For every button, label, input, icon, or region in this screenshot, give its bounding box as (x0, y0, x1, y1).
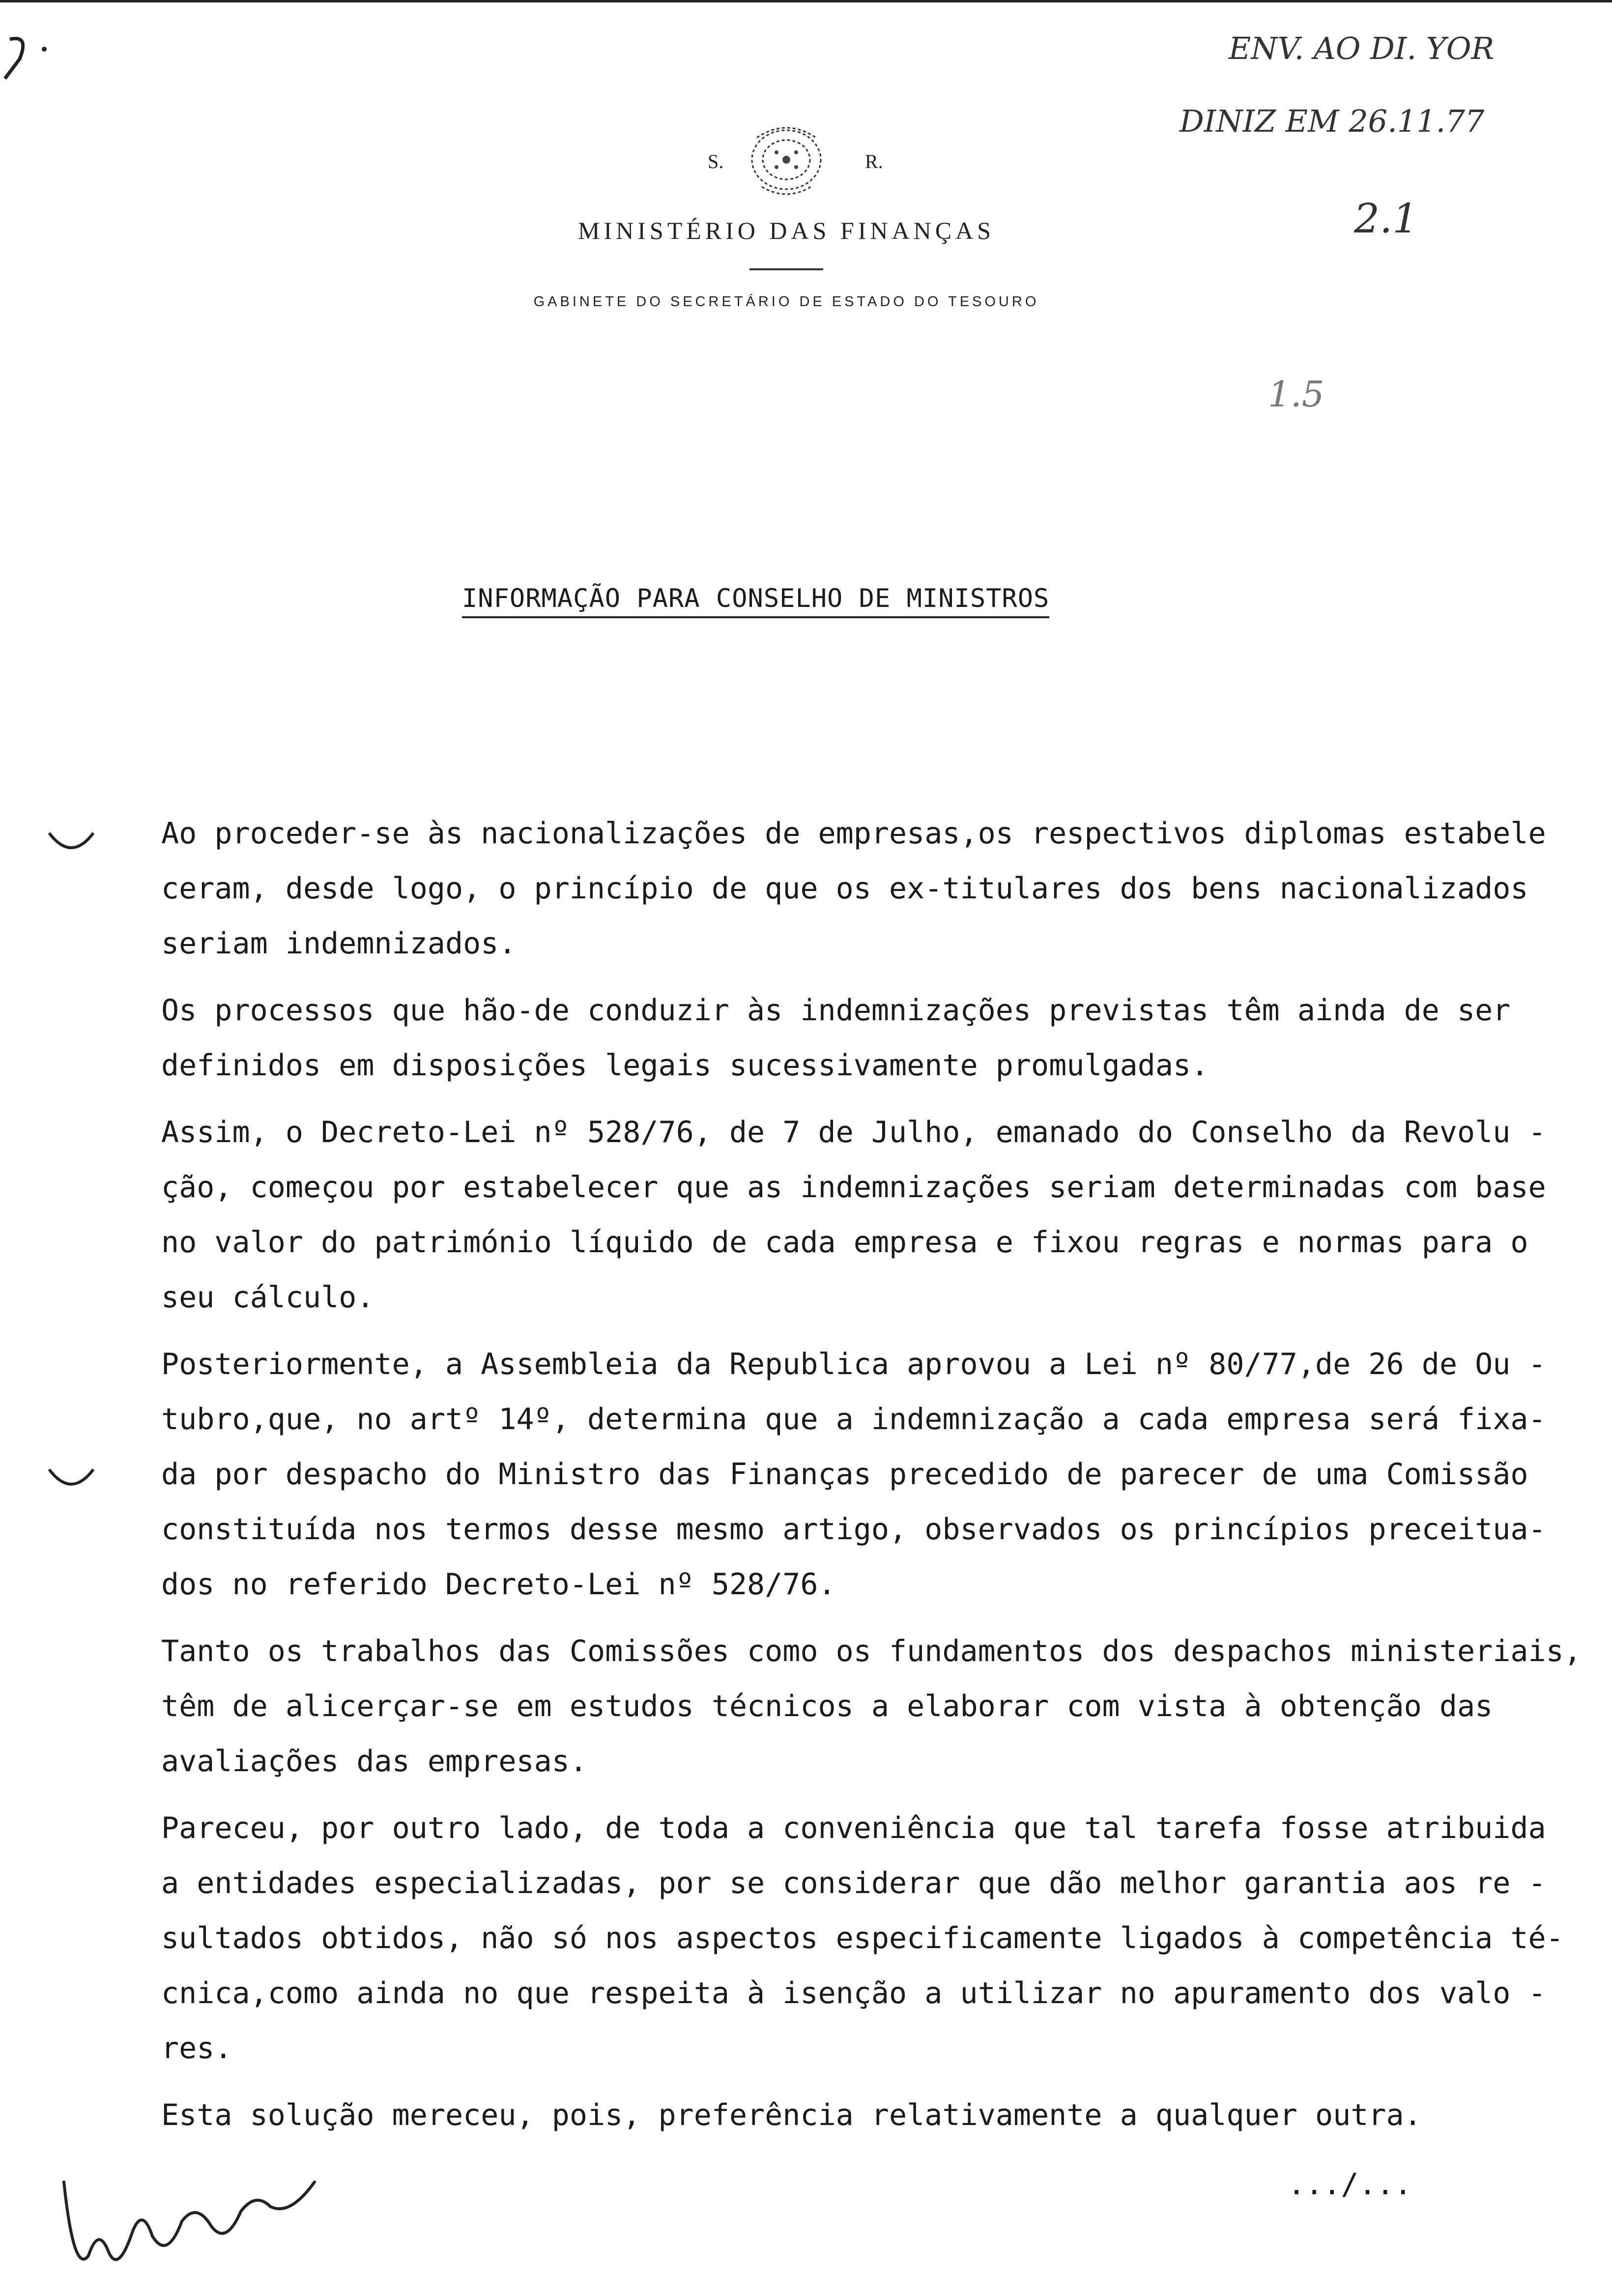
seal-letter-right: R. (865, 150, 883, 172)
text-line: seriam indemnizados. (161, 926, 517, 961)
cabinet-name: GABINETE DO SECRETÁRIO DE ESTADO DO TESOURO (533, 294, 1039, 310)
seal-letter-left: S. (708, 150, 724, 172)
text-line: têm de alicerçar-se em estudos técnicos a elaborar com vista à obtenção das (161, 1689, 1493, 1723)
text-line: Esta solução mereceu, pois, preferência relativamente a qualquer outra. (161, 2098, 1422, 2132)
handwritten-reference: 2.1 (1354, 196, 1418, 242)
coat-of-arms-seal-icon (737, 118, 835, 201)
text-line: a entidades especializadas, por se considerar que dão melhor garantia aos re - (161, 1866, 1546, 1900)
text-line: definidos em disposições legais sucessivamente promulgadas. (161, 1048, 1209, 1083)
punch-hole-mark-icon (44, 1462, 98, 1496)
text-line: Assim, o Decreto-Lei nº 528/76, de 7 de Julho, emanado do Conselho da Revolu - (161, 1115, 1546, 1149)
text-line: no valor do património líquido de cada empresa e fixou regras e normas para o (161, 1225, 1528, 1260)
ministry-name: MINISTÉRIO DAS FINANÇAS (578, 217, 995, 244)
text-line: avaliações das empresas. (161, 1744, 587, 1779)
handwritten-mark: 1.5 (1268, 373, 1324, 415)
text-line: ceram, desde logo, o princípio de que os ex-titulares dos bens nacionalizados (161, 871, 1528, 906)
text-line: dos no referido Decreto-Lei nº 528/76. (161, 1567, 836, 1602)
paragraph (161, 1337, 1557, 1612)
paragraph (161, 1624, 1582, 1789)
text-line: Ao proceder-se às nacionalizações de empresas,os respectivos diplomas estabele (161, 816, 1546, 851)
text-line: Pareceu, por outro lado, de toda a conveniência que tal tarefa fosse atribuida (161, 1811, 1546, 1845)
handwritten-signature-icon (54, 2152, 329, 2280)
text-line: tubro,que, no artº 14º, determina que a indemnização a cada empresa será fixa- (161, 1402, 1546, 1436)
ministry-divider (749, 268, 823, 270)
paragraph (161, 2088, 1557, 2143)
text-line: constituída nos termos desse mesmo artigo, observados os princípios preceitua- (161, 1512, 1546, 1547)
handwritten-note-line2: DINIZ EM 26.11.77 (1180, 103, 1485, 139)
text-line: da por despacho do Ministro das Finanças precedido de parecer de uma Comissão (161, 1457, 1528, 1492)
text-line: cnica,como ainda no que respeita à isenção a utilizar no apuramento dos valo - (161, 1976, 1546, 2010)
text-line: Os processos que hão-de conduzir às indemnizações previstas têm ainda de ser (161, 993, 1511, 1028)
document-body (161, 806, 1582, 2154)
text-line: sultados obtidos, não só nos aspectos especificamente ligados à competência té- (161, 1921, 1564, 1955)
text-line: Posteriormente, a Assembleia da Republica aprovou a Lei nº 80/77,de 26 de Ou - (161, 1347, 1546, 1381)
text-line: Tanto os trabalhos das Comissões como os fundamentos dos despachos ministeriais, (161, 1634, 1582, 1668)
paragraph (161, 1801, 1564, 2076)
top-edge-rule (0, 0, 1612, 2)
handwritten-note-line1: ENV. AO DI. YOR (1229, 30, 1495, 66)
paragraph (161, 806, 1557, 971)
punch-hole-mark-icon (44, 826, 98, 860)
corner-scribble-icon (0, 29, 64, 88)
paragraph (161, 983, 1557, 1093)
text-line: res. (161, 2031, 232, 2066)
document-title: INFORMAÇÃO PARA CONSELHO DE MINISTROS (462, 584, 1049, 618)
paragraph (161, 1105, 1557, 1325)
text-line: ção, começou por estabelecer que as indemnizações seriam determinadas com base (161, 1170, 1546, 1205)
text-line: seu cálculo. (161, 1280, 374, 1315)
continuation-mark: .../... (1288, 2167, 1412, 2202)
